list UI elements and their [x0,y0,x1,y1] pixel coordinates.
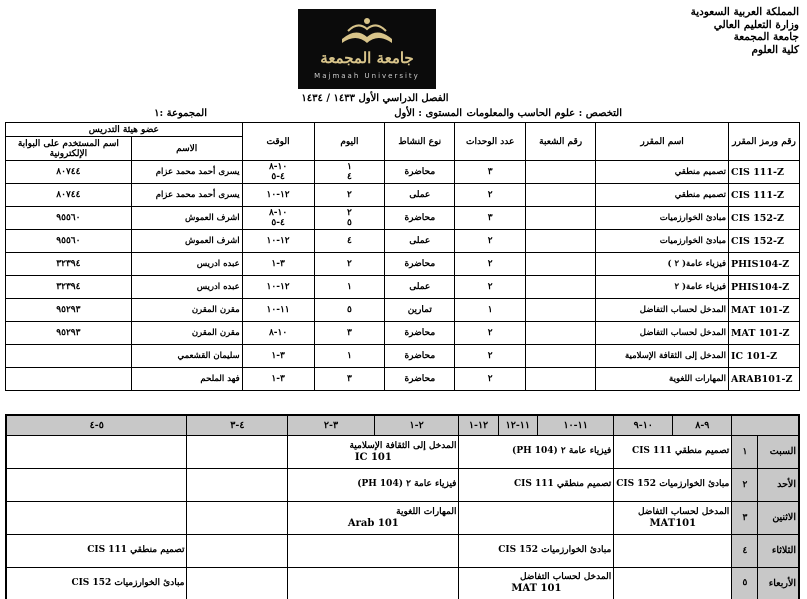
col-time: الوقت [242,123,314,161]
col-activity: نوع النشاط [385,123,455,161]
day-sat-num: ١ [732,435,758,468]
slot-sat-mid: فيزياء عامة ٢ (PH 104) [459,435,614,468]
course-day: ٣ [314,368,385,391]
day-tue: الثلاثاء [758,534,799,567]
day-mon: الاثنين [758,501,799,534]
course-section [526,345,596,368]
course-row [6,184,800,207]
course-day: ١ ٤ [314,161,385,184]
course-faculty: مقرن المقرن [131,299,242,322]
slot-sat-pm [288,435,459,468]
course-row [6,253,800,276]
day-tue-num: ٤ [732,534,758,567]
header-line-2: وزارة التعليم العالي [713,18,799,31]
slot-mon-empty-2 [187,501,288,534]
course-section [526,368,596,391]
course-code: MAT 101-Z [729,322,800,345]
book-emblem-icon [298,9,436,49]
course-time: ١٢-١٠ [242,276,314,299]
course-portal-user: ٣٢٣٩٤ [6,276,132,299]
period-9: ٥-٤ [6,415,187,435]
course-row [6,230,800,253]
course-row [6,207,800,230]
course-units: ٣ [455,207,526,230]
slot-tue-late: تصميم منطقي CIS 111 [6,534,187,567]
course-name: مبادئ الخوارزميات [596,207,729,230]
col-name: اسم المقرر [596,123,729,161]
course-faculty: اشرف العموش [131,207,242,230]
slot-sun-empty-2 [6,468,187,501]
slot-sun-mid: تصميم منطقي CIS 111 [459,468,614,501]
ministry-header [629,6,799,56]
col-day: اليوم [314,123,385,161]
slot-wed-empty-3 [187,567,288,599]
group-label: المجموعة :١ [154,108,207,119]
course-name: فيزياء عامة( ٢ [596,276,729,299]
course-faculty: اشرف العموش [131,230,242,253]
course-time: ١٠-٨ [242,322,314,345]
day-mon-num: ٣ [732,501,758,534]
courses-table [5,122,800,391]
course-day: ٢ [314,253,385,276]
course-row [6,299,800,322]
slot-mon-am [614,501,732,534]
slot-tue-mid: مبادئ الخوارزميات CIS 152 [459,534,614,567]
logo-arabic-text: جامعة المجمعة [320,49,414,67]
course-activity: محاضرة [385,207,455,230]
course-time: ١٢-١٠ [242,230,314,253]
slot-wed-empty-1 [614,567,732,599]
period-1: ٩-٨ [673,415,732,435]
course-faculty: فهد الملحم [131,368,242,391]
semester-title: الفصل الدراسي الأول ١٤٣٣ / ١٤٣٤ [301,93,449,104]
course-portal-user: ٩٥٥٦٠ [6,207,132,230]
course-section [526,322,596,345]
course-code: MAT 101-Z [729,299,800,322]
slot-sun-empty-1 [187,468,288,501]
slot-mon-pm-code: Arab 101 [347,517,399,529]
col-units: عدد الوحدات [455,123,526,161]
logo-english-text: Majmaah University [314,72,420,80]
course-time: ٣-١ [242,253,314,276]
course-name: تصميم منطقي [596,184,729,207]
slot-sun-am: مبادئ الخوارزميات CIS 152 [614,468,732,501]
course-activity: عملى [385,276,455,299]
course-row [6,368,800,391]
course-code: CIS 111-Z [729,184,800,207]
course-activity: محاضرة [385,368,455,391]
course-day: ١ [314,345,385,368]
course-code: CIS 111-Z [729,161,800,184]
course-units: ٢ [455,230,526,253]
slot-wed-empty-2 [288,567,459,599]
course-units: ٢ [455,276,526,299]
course-activity: عملى [385,230,455,253]
course-day: ٢ ٥ [314,207,385,230]
course-time: ١١-١٠ [242,299,314,322]
col-portal-user: اسم المستخدم على البوابة الإلكترونية [6,137,132,161]
course-row [6,322,800,345]
course-day: ٥ [314,299,385,322]
period-2: ١٠-٩ [614,415,673,435]
course-section [526,276,596,299]
slot-sat-empty-2 [6,435,187,468]
period-8: ٤-٣ [187,415,288,435]
course-code: CIS 152-Z [729,230,800,253]
slot-sat-empty-1 [187,435,288,468]
course-portal-user [6,368,132,391]
university-logo [298,9,436,89]
period-5: ١٢-١ [459,415,498,435]
slot-wed-mid [459,567,614,599]
day-wed-num: ٥ [732,567,758,599]
course-units: ٣ [455,161,526,184]
course-day: ٤ [314,230,385,253]
course-faculty: يسرى أحمد محمد عزام [131,161,242,184]
slot-mon-am-title: المدخل لحساب التفاضل [637,506,730,517]
course-portal-user: ٩٥٢٩٣ [6,299,132,322]
slot-mon-am-code: MAT101 [649,517,697,529]
course-units: ١ [455,299,526,322]
slot-mon-empty-1 [459,501,614,534]
course-units: ٢ [455,253,526,276]
course-name: فيزياء عامة( ٢ ) [596,253,729,276]
course-portal-user: ٨٠٧٤٤ [6,161,132,184]
course-row [6,345,800,368]
header-line-4: كلية العلوم [751,43,799,56]
slot-tue-empty-1 [614,534,732,567]
period-3: ١١-١٠ [538,415,614,435]
course-name: تصميم منطقي [596,161,729,184]
course-section [526,253,596,276]
course-activity: محاضرة [385,161,455,184]
course-row [6,161,800,184]
course-activity: محاضرة [385,322,455,345]
course-faculty: مقرن المقرن [131,322,242,345]
level-label: المستوى : الأول [394,108,462,119]
course-portal-user: ٨٠٧٤٤ [6,184,132,207]
course-units: ٢ [455,184,526,207]
course-faculty: يسرى أحمد محمد عزام [131,184,242,207]
timetable-corner [732,415,799,435]
day-sun: الأحد [758,468,799,501]
slot-wed-mid-title: المدخل لحساب التفاضل [519,572,612,583]
course-code: ARAB101-Z [729,368,800,391]
slot-sat-am: تصميم منطقي CIS 111 [614,435,732,468]
course-faculty: عبده ادريس [131,253,242,276]
course-time: ٣-١ [242,368,314,391]
course-portal-user [6,345,132,368]
slot-wed-late: مبادئ الخوارزميات CIS 152 [6,567,187,599]
major-label: التخصص : علوم الحاسب والمعلومات [466,108,622,119]
course-portal-user: ٩٥٥٦٠ [6,230,132,253]
slot-wed-mid-code: MAT 101 [511,583,562,595]
col-faculty-group: عضو هيئة التدريس [6,123,243,137]
col-faculty-name: الاسم [131,137,242,161]
course-day: ٢ [314,184,385,207]
course-section [526,230,596,253]
course-section [526,161,596,184]
course-name: المهارات اللغوية [596,368,729,391]
course-portal-user: ٣٢٣٩٤ [6,253,132,276]
day-sun-num: ٢ [732,468,758,501]
course-name: المدخل لحساب التفاضل [596,299,729,322]
course-time: ١٠-٨ ٤-٥ [242,161,314,184]
slot-tue-empty-3 [187,534,288,567]
course-portal-user: ٩٥٢٩٣ [6,322,132,345]
header-line-1: المملكة العربية السعودية [690,6,799,18]
course-code: PHIS104-Z [729,253,800,276]
course-units: ٢ [455,368,526,391]
day-sat: السبت [758,435,799,468]
course-name: المدخل لحساب التفاضل [596,322,729,345]
period-6: ٢-١ [374,415,459,435]
col-code: رقم ورمز المقرر [729,123,800,161]
course-time: ١٠-٨ ٤-٥ [242,207,314,230]
course-name: مبادئ الخوارزميات [596,230,729,253]
course-name: المدخل إلى الثقافة الإسلامية [596,345,729,368]
slot-mon-pm-title: المهارات اللغوية [396,506,457,517]
weekly-timetable [5,414,800,599]
course-section [526,184,596,207]
period-7: ٣-٢ [288,415,375,435]
period-4: ١١-١٢ [498,415,537,435]
course-day: ٣ [314,322,385,345]
course-activity: تمارين [385,299,455,322]
course-time: ٣-١ [242,345,314,368]
slot-sun-pm: فيزياء عامة ٢ (PH 104) [288,468,459,501]
course-units: ٢ [455,322,526,345]
course-section [526,299,596,322]
day-wed: الأربعاء [758,567,799,599]
course-activity: عملى [385,184,455,207]
slot-sat-pm-code: IC 101 [354,451,392,463]
course-faculty: عبده ادريس [131,276,242,299]
course-units: ٢ [455,345,526,368]
header-line-3: جامعة المجمعة [733,31,799,43]
course-faculty: سليمان القشعمي [131,345,242,368]
slot-sat-pm-title: المدخل إلى الثقافة الإسلامية [349,440,457,451]
course-day: ١ [314,276,385,299]
course-activity: محاضرة [385,345,455,368]
course-code: PHIS104-Z [729,276,800,299]
slot-mon-pm [288,501,459,534]
course-code: CIS 152-Z [729,207,800,230]
slot-tue-empty-2 [288,534,459,567]
course-code: IC 101-Z [729,345,800,368]
course-time: ١٢-١٠ [242,184,314,207]
course-activity: محاضرة [385,253,455,276]
course-row [6,276,800,299]
slot-mon-empty-3 [6,501,187,534]
col-section: رقم الشعبة [526,123,596,161]
course-section [526,207,596,230]
